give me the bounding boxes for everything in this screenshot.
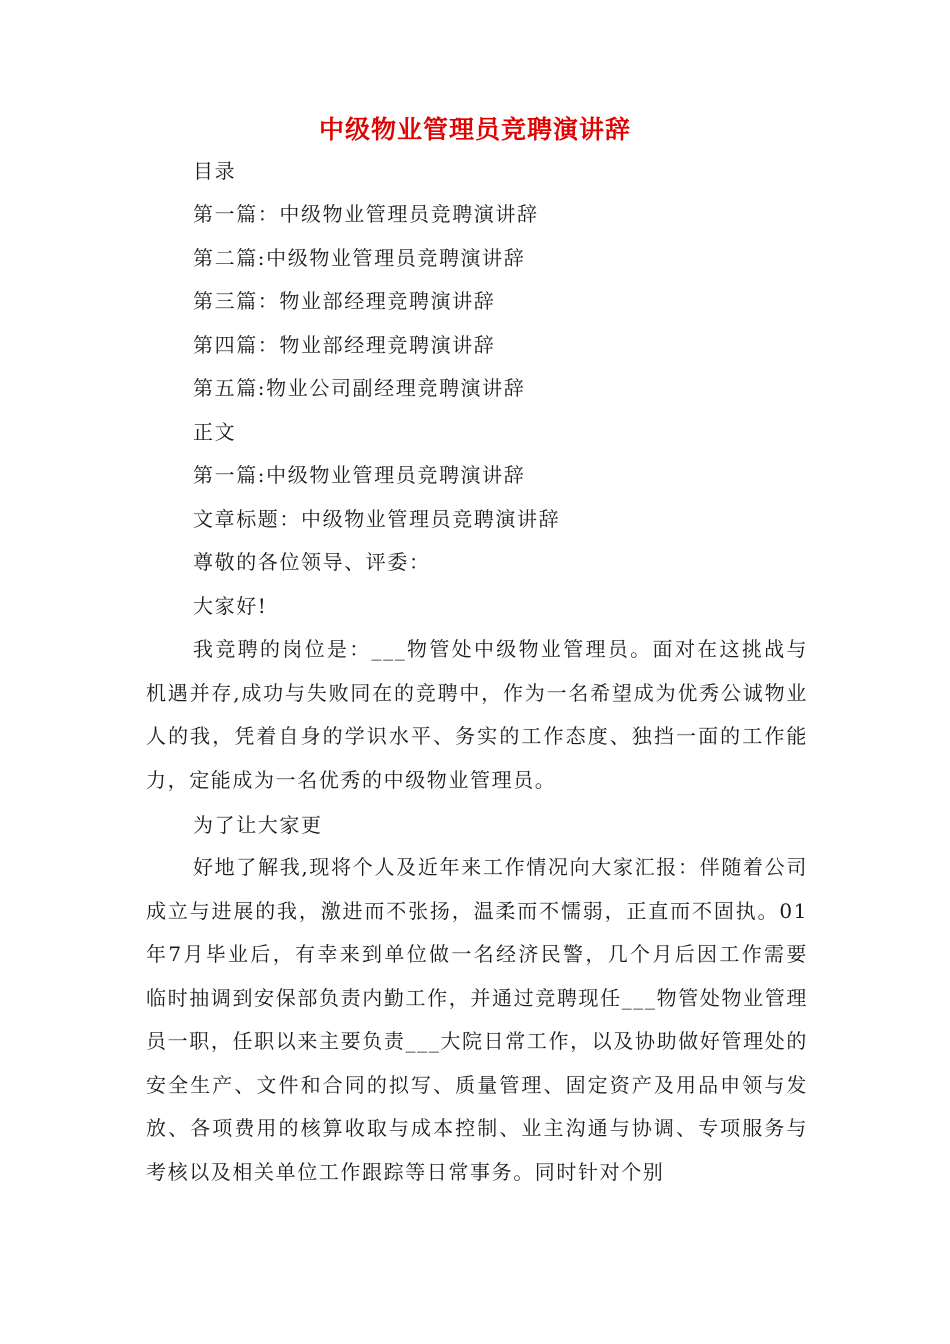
document-title: 中级物业管理员竞聘演讲辞	[318, 115, 631, 144]
toc-item-2: 第二篇:中级物业管理员竞聘演讲辞	[193, 246, 526, 270]
greeting: 大家好!	[193, 594, 268, 618]
salutation: 尊敬的各位领导、评委：	[193, 550, 431, 574]
toc-item-1: 第一篇：中级物业管理员竞聘演讲辞	[193, 202, 539, 226]
paragraph-3: 好地了解我,现将个人及近年来工作情况向大家汇报：伴随着公司成立与进展的我，激进而不张扬，温柔而不懦弱，正直而不固执。01年7月毕业后，有幸来到单位做一名经济民警，几个月后因工作需要临时抽调到安保部负责内勤工作，并通过竞聘现任___物管处物业管理员一职，任职以来主要负责___大院日常工作，以及协助做好管理处的安全生产、文件和合同的拟写、质量管理、固定资产及用品申领与发放、各项费用的核算收取与成本控制、业主沟通与协调、专项服务与考核以及相关单位工作跟踪等日常事务。同时针对个别	[146, 855, 808, 1184]
article-title-line: 文章标题：中级物业管理员竞聘演讲辞	[193, 507, 561, 531]
toc-item-3: 第三篇：物业部经理竞聘演讲辞	[193, 289, 496, 313]
toc-item-5: 第五篇:物业公司副经理竞聘演讲辞	[193, 376, 526, 400]
body-heading: 正文	[193, 420, 237, 444]
article-heading: 第一篇:中级物业管理员竞聘演讲辞	[193, 463, 526, 487]
toc-item-4: 第四篇：物业部经理竞聘演讲辞	[193, 333, 496, 357]
toc-heading: 目录	[193, 159, 237, 183]
paragraph-2: 为了让大家更	[193, 813, 323, 837]
paragraph-1: 我竞聘的岗位是：___物管处中级物业管理员。面对在这挑战与机遇并存,成功与失败同在的竞聘中，作为一名希望成为优秀公诚物业人的我，凭着自身的学识水平、务实的工作态度、独挡一面的工作能力，定能成为一名优秀的中级物业管理员。	[146, 637, 808, 792]
